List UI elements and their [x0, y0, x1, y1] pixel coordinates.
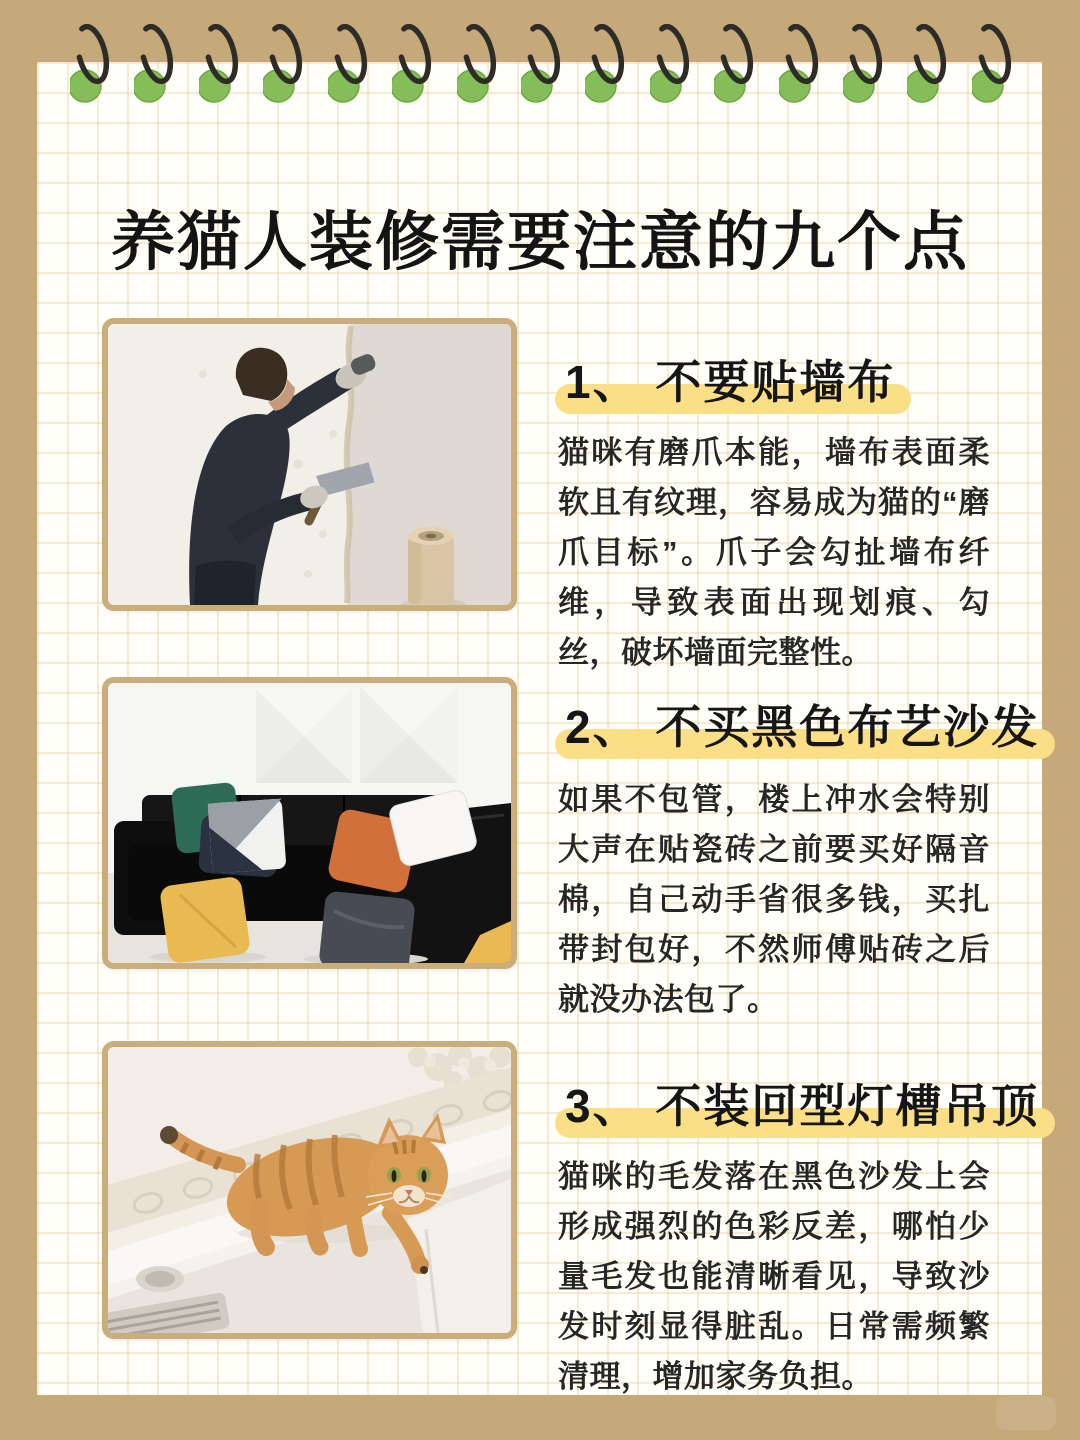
- binder-ring-icon: [650, 20, 690, 106]
- watermark: [996, 1396, 1056, 1430]
- section2-heading: [565, 701, 1039, 753]
- binder-ring-icon: [843, 20, 883, 106]
- section1-body: 猫咪有磨爪本能，墙布表面柔软且有纹理，容易成为猫的“磨爪目标”。爪子会勾扯墙布纤维，导致表面出现划痕、勾丝，破坏墙面完整性。: [558, 435, 990, 670]
- binder-ring-icon: [328, 20, 368, 106]
- section1-heading: [565, 356, 895, 408]
- binder-ring-icon: [972, 20, 1012, 106]
- binder-ring-icon: [134, 20, 174, 106]
- heading-text: 2、 不买黑色布艺沙发: [565, 701, 1040, 753]
- binder-ring-icon: [457, 20, 497, 106]
- binder-ring-icon: [779, 20, 819, 106]
- binder-ring-icon: [585, 20, 625, 106]
- binder-ring-icon: [199, 20, 239, 106]
- section3-heading: [565, 1080, 1039, 1132]
- black-fabric-sofa-illustration: [108, 683, 511, 963]
- cat-walking-on-ceiling-ledge-illustration: [108, 1047, 511, 1333]
- section2-photo: [102, 677, 517, 969]
- section3-body: 猫咪的毛发落在黑色沙发上会形成强烈的色彩反差，哪怕少量毛发也能清晰看见，导致沙发时刻显得脏乱。日常需频繁清理，增加家务负担。: [558, 1159, 990, 1394]
- heading-text: 1、 不要贴墙布: [565, 356, 896, 408]
- section1-photo: [102, 318, 517, 611]
- binder-ring-row: [70, 20, 1012, 106]
- binder-ring-icon: [714, 20, 754, 106]
- heading-text: 3、 不装回型灯槽吊顶: [565, 1080, 1040, 1132]
- binder-ring-icon: [70, 20, 110, 106]
- binder-ring-icon: [907, 20, 947, 106]
- page-title: 养猫人装修需要注意的九个点: [111, 205, 969, 278]
- man-hanging-wallpaper-illustration: [108, 324, 511, 605]
- binder-ring-icon: [263, 20, 303, 106]
- binder-ring-icon: [392, 20, 432, 106]
- section2-body: 如果不包管，楼上冲水会特别大声在贴瓷砖之前要买好隔音棉，自己动手省很多钱，买扎带封包好，不然师傅贴砖之后就没办法包了。: [558, 782, 990, 1017]
- section3-photo: [102, 1041, 517, 1339]
- binder-ring-icon: [521, 20, 561, 106]
